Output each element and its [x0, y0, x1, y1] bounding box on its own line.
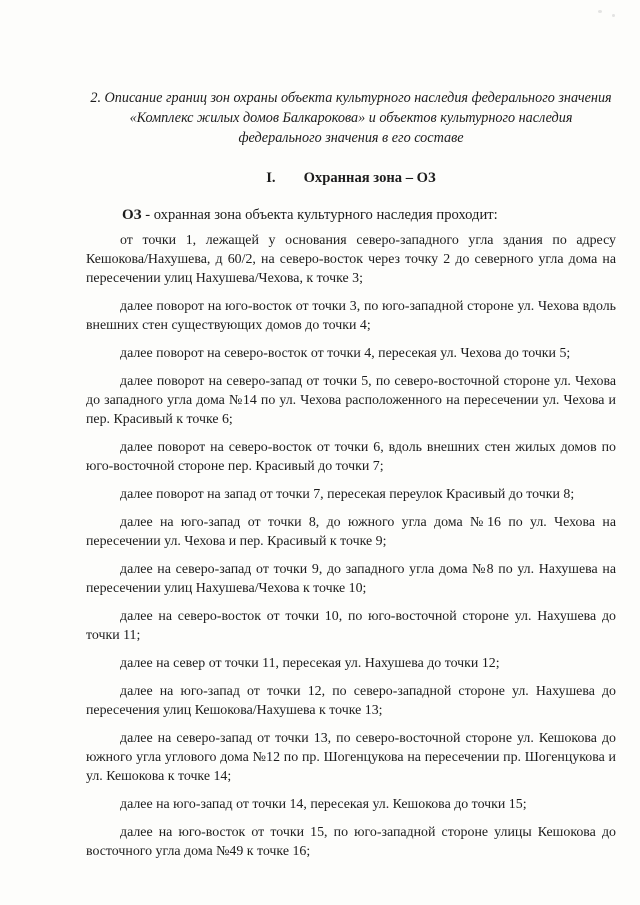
boundary-paragraph: далее на юго-запад от точки 8, до южного угла дома №16 по ул. Чехова на пересечении ул. Чехова и пер. Красивый к точке 9; [86, 515, 616, 549]
intro-line [86, 206, 616, 225]
boundary-paragraph: далее на северо-восток от точки 10, по юго-восточной стороне ул. Нахушева до точки 11; [86, 609, 616, 643]
boundary-paragraph: далее поворот на северо-восток от точки 4, пересекая ул. Чехова до точки 5; [120, 346, 571, 361]
section-number: I. [266, 170, 276, 186]
boundary-paragraph: далее на юго-восток от точки 15, по юго-западной стороне улицы Кешокова до восточного угла дома №49 к точке 16; [86, 825, 616, 859]
boundary-paragraph: далее на северо-запад от точки 13, по северо-восточной стороне ул. Кешокова до южного угла углового дома №12 по пр. Шогенцукова на пересечении пр. Шогенцукова и ул. Кешокова к точке 14; [86, 731, 616, 784]
scan-artifact [598, 10, 602, 13]
zone-code: ОЗ [122, 207, 142, 223]
boundary-description [86, 231, 616, 861]
boundary-paragraph: далее на юго-запад от точки 14, пересекая ул. Кешокова до точки 15; [120, 797, 527, 812]
boundary-paragraph: далее поворот на северо-запад от точки 5, по северо-восточной стороне ул. Чехова до западного угла дома №14 по ул. Чехова расположенного на пересечении ул. Чехова и пер. Красивый к точке 6; [86, 374, 616, 427]
section-title [86, 170, 616, 187]
document-heading: 2. Описание границ зон охраны объекта культурного наследия федерального значения «Комплекс жилых домов Балкарокова» и объектов культурного наследия федерального значения в его составе [90, 90, 612, 146]
boundary-paragraph: далее на север от точки 11, пересекая ул. Нахушева до точки 12; [120, 656, 500, 671]
intro-text: - охранная зона объекта культурного наследия проходит: [141, 207, 498, 223]
scan-artifact [612, 14, 615, 17]
boundary-paragraph: далее поворот на юго-восток от точки 3, по юго-западной стороне ул. Чехова вдоль внешних стен существующих домов до точки 4; [86, 299, 616, 333]
boundary-paragraph: далее поворот на северо-восток от точки 6, вдоль внешних стен жилых домов по юго-восточной стороне пер. Красивый до точки 7; [86, 440, 616, 474]
section-title-text: Охранная зона – ОЗ [303, 170, 436, 186]
boundary-paragraph: от точки 1, лежащей у основания северо-западного угла здания по адресу Кешокова/Нахушева, д 60/2, на северо-восток через точку 2 до северного угла дома на пересечении улиц Нахушева/Чехова, к точке 3; [86, 233, 616, 286]
boundary-paragraph: далее на северо-запад от точки 9, до западного угла дома №8 по ул. Нахушева на пересечении улиц Нахушева/Чехова к точке 10; [86, 562, 616, 596]
boundary-paragraph: далее поворот на запад от точки 7, пересекая переулок Красивый до точки 8; [120, 487, 575, 502]
boundary-paragraph: далее на юго-запад от точки 12, по северо-западной стороне ул. Нахушева до пересечения улиц Кешокова/Нахушева к точке 13; [86, 684, 616, 718]
